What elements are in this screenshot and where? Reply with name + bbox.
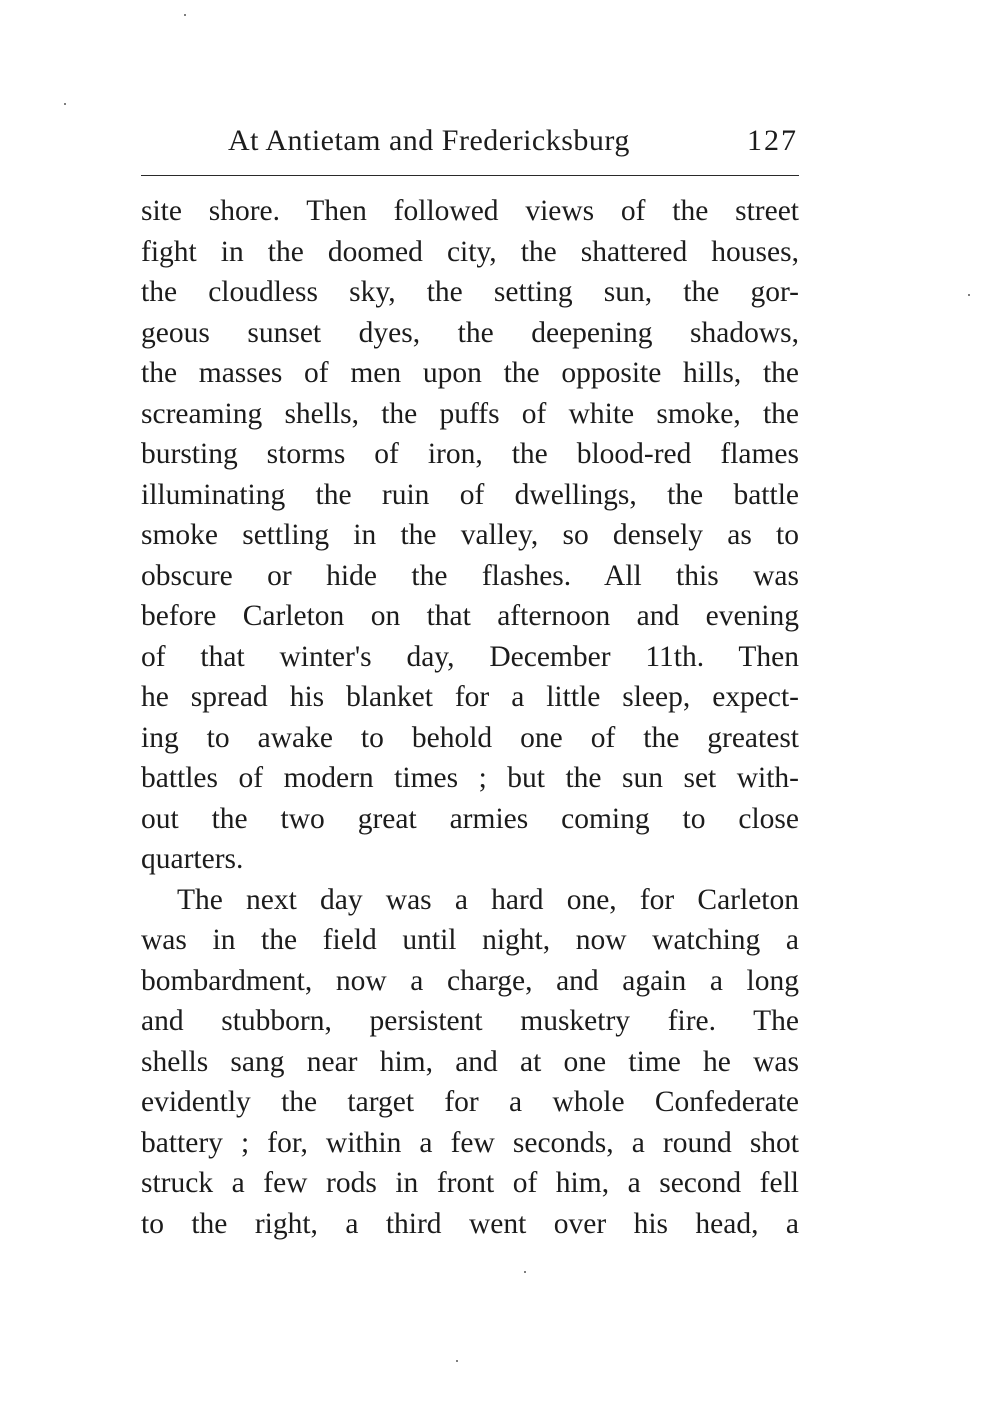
text-line: bursting storms of iron, the blood-red flames xyxy=(141,438,799,470)
text-line: to the right, a third went over his head, a xyxy=(141,1207,799,1240)
text-line: the cloudless sky, the setting sun, the gor- xyxy=(141,276,799,308)
text-line: the masses of men upon the opposite hills, the xyxy=(141,357,799,389)
header-rule xyxy=(141,175,799,176)
page-speck xyxy=(64,103,66,105)
text-line: battery ; for, within a few seconds, a round shot xyxy=(141,1126,799,1159)
page-speck xyxy=(456,1360,458,1362)
text-line: illuminating the ruin of dwellings, the battle xyxy=(141,478,799,511)
text-line: smoke settling in the valley, so densely as to xyxy=(141,519,799,551)
text-line: struck a few rods in front of him, a second fell xyxy=(141,1167,799,1199)
running-head-title: At Antietam and Fredericksburg xyxy=(228,124,630,157)
text-line: bombardment, now a charge, and again a long xyxy=(141,964,799,997)
text-line: geous sunset dyes, the deepening shadows, xyxy=(141,316,799,349)
text-line: of that winter's day, December 11th. Then xyxy=(141,640,799,673)
text-line: quarters. xyxy=(141,843,244,875)
text-line: screaming shells, the puffs of white smoke, the xyxy=(141,397,799,430)
text-line: obscure or hide the flashes. All this was xyxy=(141,559,799,592)
text-line: evidently the target for a whole Confederate xyxy=(141,1086,799,1118)
page-speck xyxy=(524,1271,526,1273)
body-text xyxy=(141,191,799,1244)
text-line: before Carleton on that afternoon and evening xyxy=(141,600,799,632)
paragraph xyxy=(141,880,799,1245)
text-line: he spread his blanket for a little sleep, expect- xyxy=(141,681,799,713)
text-line: fight in the doomed city, the shattered houses, xyxy=(141,235,799,268)
page-speck xyxy=(968,294,970,296)
text-line: and stubborn, persistent musketry fire. The xyxy=(141,1005,799,1037)
text-line: The next day was a hard one, for Carleton xyxy=(177,883,799,916)
paragraph xyxy=(141,191,799,880)
text-line: battles of modern times ; but the sun set with- xyxy=(141,762,799,794)
text-line: shells sang near him, and at one time he was xyxy=(141,1045,799,1078)
text-line: out the two great armies coming to close xyxy=(141,802,799,835)
text-line: ing to awake to behold one of the greatest xyxy=(141,721,799,754)
page-speck xyxy=(184,14,186,16)
text-line: site shore. Then followed views of the street xyxy=(141,195,799,227)
page-number: 127 xyxy=(747,124,798,157)
running-head xyxy=(228,124,798,168)
text-line: was in the field until night, now watching a xyxy=(141,924,799,956)
